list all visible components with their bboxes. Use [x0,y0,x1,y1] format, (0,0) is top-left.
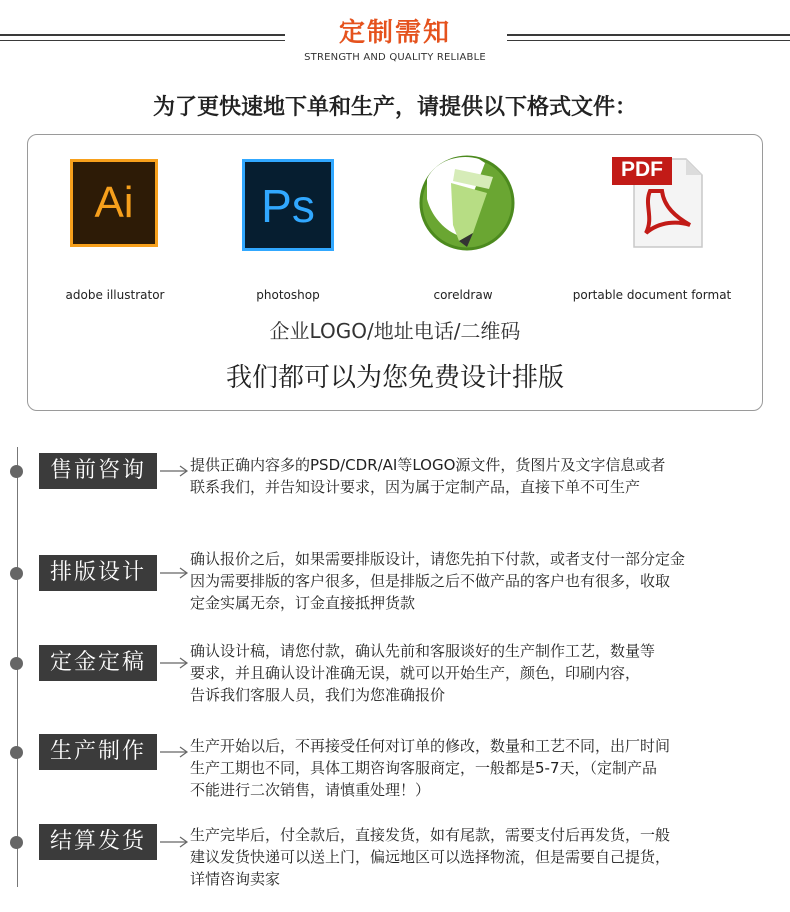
step-description [190,824,788,890]
desc-line: 告诉我们客服人员，我们为您准确报价 [190,686,446,704]
step-description [190,640,788,706]
arrow-icon [160,745,190,759]
format-label: portable document format [572,288,732,302]
step-description [190,548,788,614]
timeline-dot [10,657,23,670]
panel-line-2: 我们都可以为您免费设计排版 [225,363,564,393]
step-label: 定金定稿 [39,645,157,681]
ps-icon-text: Ps [261,180,315,232]
desc-line: 生产完毕后，付全款后，直接发货，如有尾款，需要支付后再发货，一般 [190,826,671,844]
adobe-illustrator-icon [70,159,158,247]
page-title: 定制需知 [338,18,451,48]
step-label: 生产制作 [39,734,157,770]
pdf-icon [606,151,706,251]
arrow-icon [160,464,190,478]
desc-line: 生产工期也不同，具体工期咨询客服商定，一般都是5-7天，（定制产品 [190,759,658,777]
format-label: coreldraw [433,288,493,302]
desc-line: 确认报价之后，如果需要排版设计，请您先拍下付款，或者支付一部分定金 [190,550,686,568]
intro-text: 为了更快速地下单和生产，请提供以下格式文件： [152,95,637,120]
desc-line: 不能进行二次销售，请慎重处理！） [190,781,431,799]
arrow-icon [160,835,190,849]
desc-line: 联系我们，并告知设计要求，因为属于定制产品，直接下单不可生产 [190,478,641,496]
desc-line: 建议发货快递可以送上门，偏远地区可以选择物流，但是需要自己提货， [190,848,671,866]
step-description [190,735,788,801]
formats-panel [27,134,763,411]
pdf-icon-text: PDF [621,158,663,181]
timeline-dot [10,465,23,478]
desc-line: 定金实属无奈，订金直接抵押货款 [190,594,416,612]
desc-line: 因为需要排版的客户很多，但是排版之后不做产品的客户也有很多，收取 [190,572,671,590]
timeline-dot [10,746,23,759]
format-label: adobe illustrator [65,288,165,302]
desc-line: 详情咨询卖家 [190,870,281,888]
ai-icon-text: Ai [94,178,134,227]
desc-line: 要求，并且确认设计准确无误，就可以开始生产，颜色，印刷内容， [190,664,641,682]
arrow-icon [160,656,190,670]
desc-line: 确认设计稿，请您付款，确认先前和客服谈好的生产制作工艺，数量等 [190,642,656,660]
step-label: 排版设计 [39,555,157,591]
coreldraw-icon-graphic [415,149,515,253]
desc-line: 提供正确内容多的PSD/CDR/AI等LOGO源文件，货图片及文字信息或者 [190,456,666,474]
step-label: 结算发货 [39,824,157,860]
arrow-icon [160,566,190,580]
timeline-dot [10,567,23,580]
coreldraw-icon [415,149,515,253]
timeline-dot [10,836,23,849]
panel-line-1: 企业LOGO/地址电话/二维码 [269,319,521,343]
page-subtitle: STRENGTH AND QUALITY RELIABLE [304,52,486,63]
desc-line: 生产开始以后，不再接受任何对订单的修改，数量和工艺不同，出厂时间 [190,737,671,755]
step-description [190,454,788,498]
step-label: 售前咨询 [39,453,157,489]
format-label: photoshop [256,288,320,302]
photoshop-icon [242,159,334,251]
